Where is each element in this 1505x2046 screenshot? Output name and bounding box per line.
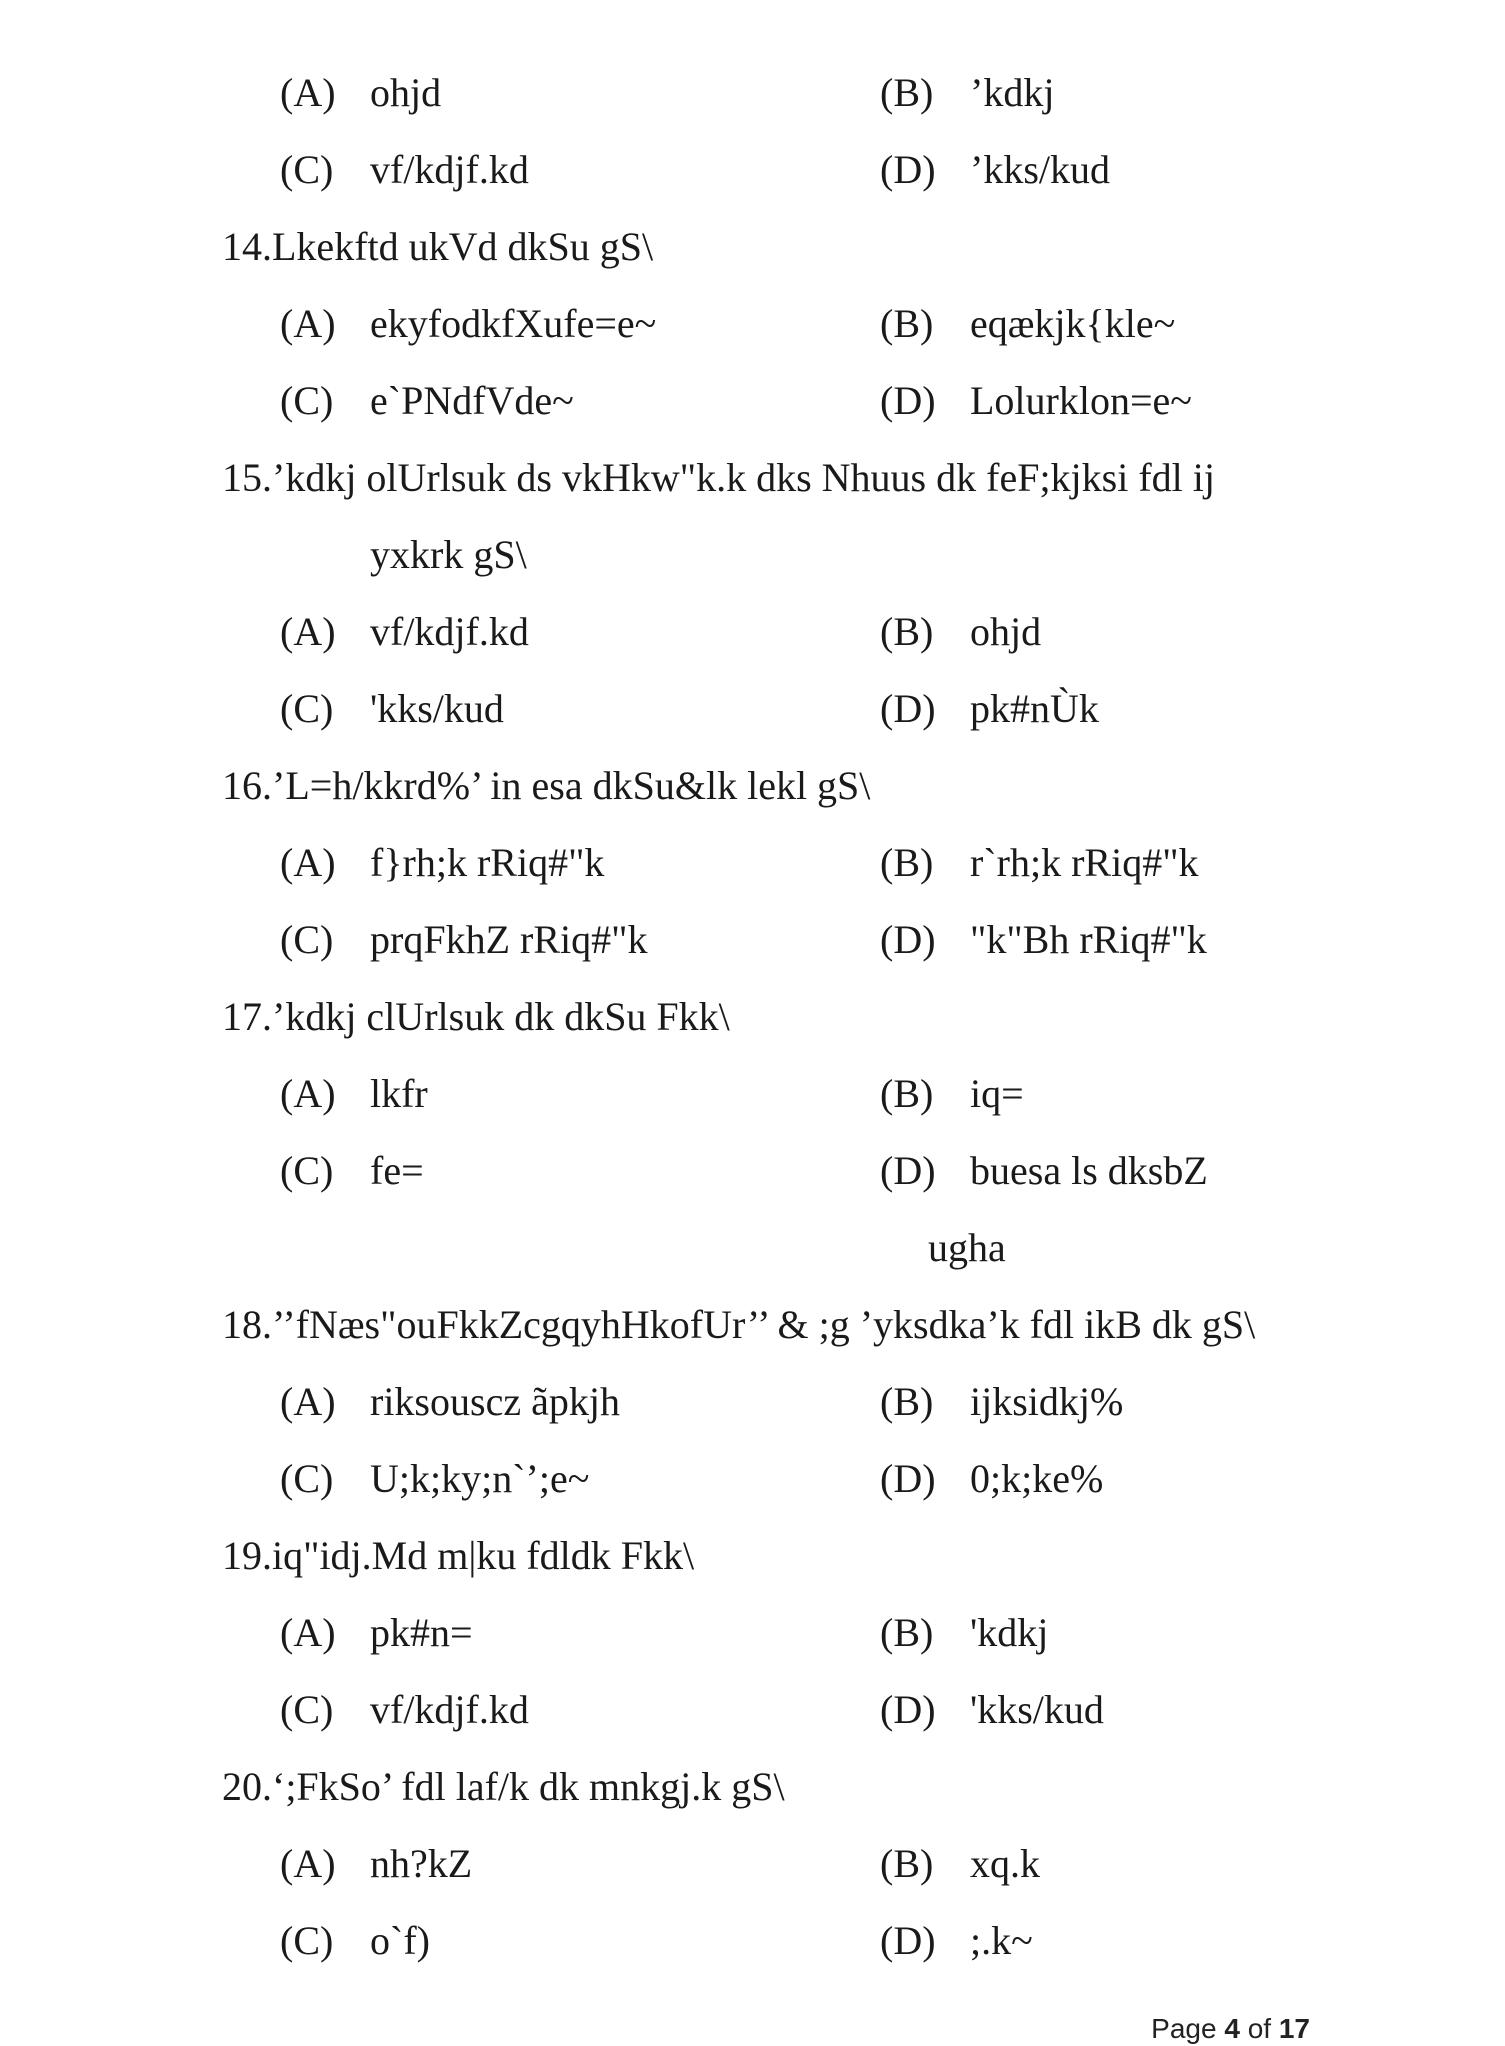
q20-option-a-label: (A) xyxy=(280,1841,336,1886)
option-text: ’kks/kud xyxy=(970,147,1110,192)
q14-option-d-label: (D) xyxy=(880,378,936,423)
q14-option-c-label: (C) xyxy=(280,378,334,423)
q16-option-c-label: (C) xyxy=(280,917,334,962)
q16-option-a-text: f}rh;k rRiq#"k xyxy=(370,840,605,885)
option-label: (C) xyxy=(280,147,334,192)
q20-option-b-label: (B) xyxy=(880,1841,934,1886)
option-label: (D) xyxy=(880,147,936,192)
q20-option-c-label: (C) xyxy=(280,1918,334,1963)
q17-option-b-label: (B) xyxy=(880,1071,934,1116)
q16-option-d-label: (D) xyxy=(880,917,936,962)
q18-option-b-label: (B) xyxy=(880,1379,934,1424)
question-17-stem: 17.’kdkj clUrlsuk dk dkSu Fkk\ xyxy=(222,994,730,1039)
q19-option-a-label: (A) xyxy=(280,1610,336,1655)
q15-option-b-text: ohjd xyxy=(970,609,1042,654)
q19-option-a-text: pk#n= xyxy=(370,1610,473,1655)
question-15-stem-cont: yxkrk gS\ xyxy=(370,532,527,577)
page-total: 17 xyxy=(1278,2013,1310,2044)
q14-option-b-text: eqækjk{kle~ xyxy=(970,301,1176,346)
q18-option-c-text: U;k;ky;n`’;e~ xyxy=(370,1456,590,1501)
q20-option-b-text: xq.k xyxy=(970,1841,1040,1886)
q14-option-b-label: (B) xyxy=(880,301,934,346)
q15-option-a-label: (A) xyxy=(280,609,336,654)
q16-option-b-label: (B) xyxy=(880,840,934,885)
q17-option-a-text: lkfr xyxy=(370,1071,428,1116)
page-number xyxy=(1151,2012,1310,2046)
q17-option-d-text-cont: ugha xyxy=(928,1225,1006,1270)
q15-option-c-text: 'kks/kud xyxy=(370,686,504,731)
question-16-stem: 16.’L=h/kkrd%’ in esa dkSu&lk lekl gS\ xyxy=(222,763,871,808)
q19-option-d-text: 'kks/kud xyxy=(970,1687,1104,1732)
q17-option-c-label: (C) xyxy=(280,1148,334,1193)
q14-option-a-label: (A) xyxy=(280,301,336,346)
q19-option-b-label: (B) xyxy=(880,1610,934,1655)
q18-option-a-text: riksouscz ãpkjh xyxy=(370,1379,620,1424)
option-label: (B) xyxy=(880,70,934,115)
q18-option-c-label: (C) xyxy=(280,1456,334,1501)
question-19-stem: 19.iq"idj.Md m|ku fdldk Fkk\ xyxy=(222,1533,695,1578)
option-text: ’kdkj xyxy=(970,70,1055,115)
q18-option-a-label: (A) xyxy=(280,1379,336,1424)
q20-option-d-label: (D) xyxy=(880,1918,936,1963)
q20-option-c-text: o`f) xyxy=(370,1918,430,1963)
question-18-stem: 18.’’fNæs"ouFkkZcgqyhHkofUr’’ & ;g ’yksdka’k fdl ikB dk gS\ xyxy=(222,1302,1256,1347)
q20-option-d-text: ;.k~ xyxy=(970,1918,1033,1963)
q16-option-d-text: "k"Bh rRiq#"k xyxy=(970,917,1207,962)
q17-option-d-label: (D) xyxy=(880,1148,936,1193)
q15-option-a-text: vf/kdjf.kd xyxy=(370,609,529,654)
q17-option-a-label: (A) xyxy=(280,1071,336,1116)
option-text: ohjd xyxy=(370,70,442,115)
q19-option-d-label: (D) xyxy=(880,1687,936,1732)
q15-option-c-label: (C) xyxy=(280,686,334,731)
question-14-stem: 14.Lkekftd ukVd dkSu gS\ xyxy=(222,224,654,269)
page-prefix: Page xyxy=(1151,2013,1225,2044)
q14-option-a-text: ekyfodkfXufe=e~ xyxy=(370,301,657,346)
q17-option-d-text: buesa ls dksbZ xyxy=(970,1148,1208,1193)
q18-option-d-label: (D) xyxy=(880,1456,936,1501)
q14-option-c-text: e`PNdfVde~ xyxy=(370,378,574,423)
page-middle: of xyxy=(1239,2013,1279,2044)
q19-option-c-text: vf/kdjf.kd xyxy=(370,1687,529,1732)
q19-option-c-label: (C) xyxy=(280,1687,334,1732)
q14-option-d-text: Lolurklon=e~ xyxy=(970,378,1192,423)
q17-option-b-text: iq= xyxy=(970,1071,1024,1116)
page-current: 4 xyxy=(1224,2013,1240,2044)
q15-option-d-text: pk#nÙk xyxy=(970,686,1099,731)
q15-option-d-label: (D) xyxy=(880,686,936,731)
question-20-stem: 20.‘;FkSo’ fdl laf/k dk mnkgj.k gS\ xyxy=(222,1764,785,1809)
question-15-stem: 15.’kdkj olUrlsuk ds vkHkw"k.k dks Nhuus dk feF;kjksi fdl ij xyxy=(222,455,1216,500)
q20-option-a-text: nh?kZ xyxy=(370,1841,473,1886)
option-label: (A) xyxy=(280,70,336,115)
q18-option-b-text: ijksidkj% xyxy=(970,1379,1124,1424)
q16-option-b-text: r`rh;k rRiq#"k xyxy=(970,840,1199,885)
q15-option-b-label: (B) xyxy=(880,609,934,654)
q16-option-a-label: (A) xyxy=(280,840,336,885)
option-text: vf/kdjf.kd xyxy=(370,147,529,192)
q16-option-c-text: prqFkhZ rRiq#"k xyxy=(370,917,648,962)
q17-option-c-text: fe= xyxy=(370,1148,424,1193)
q19-option-b-text: 'kdkj xyxy=(970,1610,1049,1655)
q18-option-d-text: 0;k;ke% xyxy=(970,1456,1104,1501)
